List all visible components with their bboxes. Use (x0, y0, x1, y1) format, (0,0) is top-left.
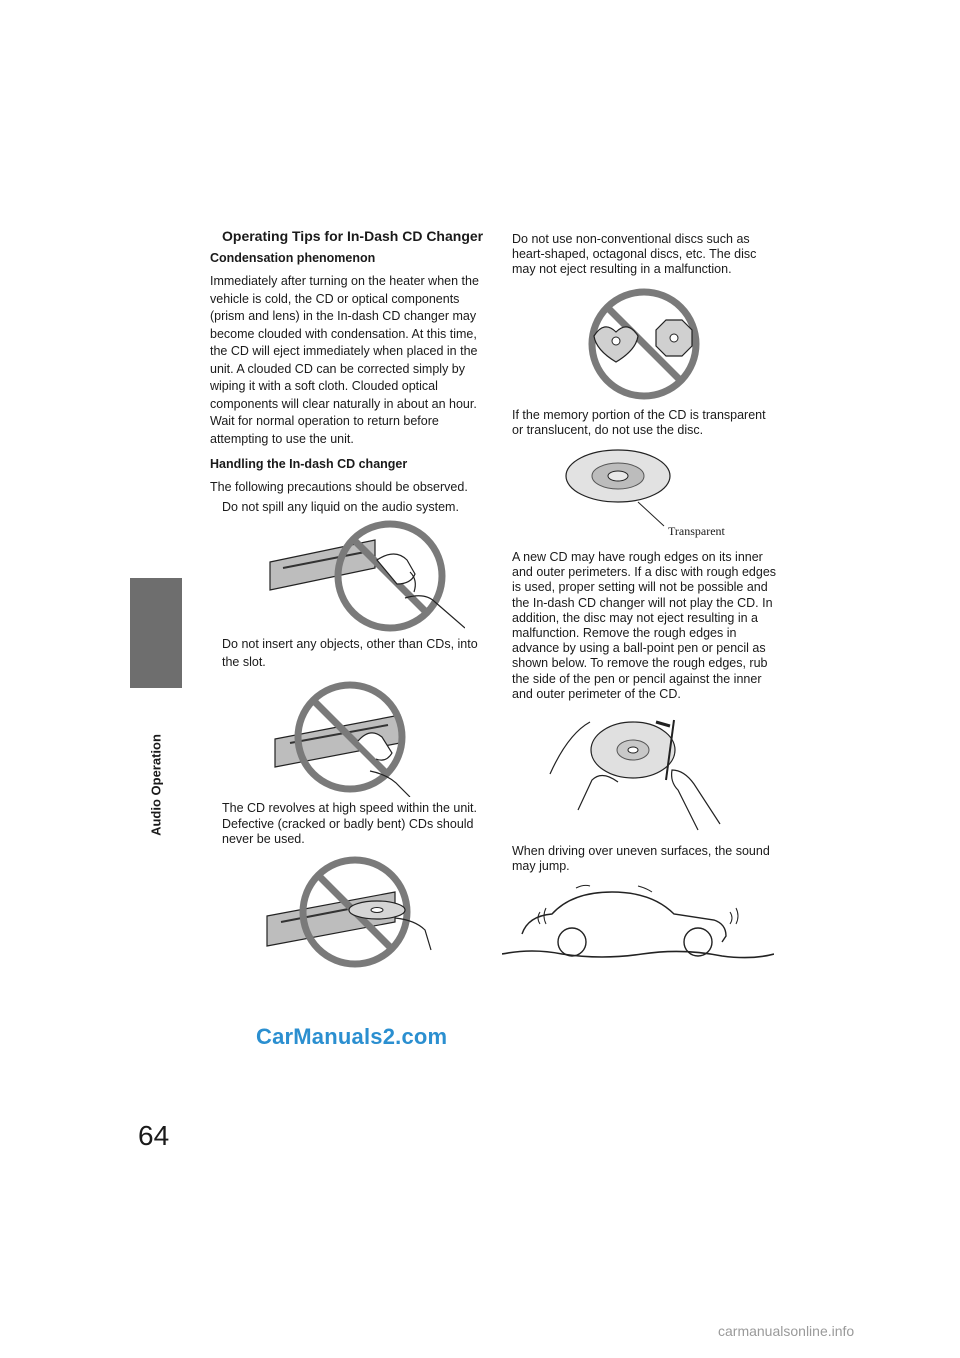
bullet-nonconventional: Do not use non-conventional discs such as heart-shaped, octagonal discs, etc. The disc may not eject resulting in a malfunction. (512, 232, 757, 277)
bullet-transparent: If the memory portion of the CD is transparent or translucent, do not use the disc. (512, 407, 766, 437)
section-title: Operating Tips for In-Dash CD Changer (222, 228, 484, 244)
bullet-liquid: Do not spill any liquid on the audio system. (222, 499, 459, 514)
condensation-text: Immediately after turning on the heater when the vehicle is cold, the CD or optical components (prism and lens) in the In-dash CD changer may become clouded with condensation. At this time, the CD will eject immediately when placed in the unit. A clouded CD can be corrected simply by wiping it with a soft cloth. Clouded optical components will clear naturally in about an hour. Wait for normal operation to return before attempting to use the unit. (210, 274, 479, 446)
condensation-heading: Condensation phenomenon (210, 251, 376, 265)
bullet-driving: When driving over uneven surfaces, the sound may jump. (512, 844, 770, 874)
transparent-disc-figure (564, 446, 764, 544)
odd-shaped-discs-illustration (574, 286, 714, 404)
bullet-objects: Do not insert any objects, other than CDs, into the slot. (222, 637, 478, 669)
no-objects-illustration (270, 679, 470, 797)
section-label-text: Audio Operation (148, 734, 164, 836)
page-number: 64 (138, 1120, 170, 1151)
watermark: CarManuals2.com (256, 1024, 448, 1049)
bullet-speed: The CD revolves at high speed within the unit. Defective (cracked or badly bent) CDs should never be used. (222, 801, 477, 846)
transparent-label: Transparent (668, 524, 725, 539)
car-bumpy-road-illustration (502, 882, 774, 964)
no-defective-cd-illustration (265, 856, 475, 976)
remove-rough-edges-illustration (548, 710, 738, 838)
transparent-disc-illustration (564, 446, 764, 544)
no-liquid-illustration (265, 520, 465, 632)
bullet-rough-edges: A new CD may have rough edges on its inner and outer perimeters. If a disc with rough edges is used, proper setting will not be possible and the In-dash CD changer will not play the CD. In addition, the disc may not eject resulting in a malfunction. Remove the rough edges in advance by using a ball-point pen or pencil as shown below. To remove the rough edges, rub the side of the pen or pencil against the inner and outer perimeter of the CD. (512, 550, 777, 701)
footer-watermark: carmanualsonline.info (718, 1323, 855, 1339)
left-column (210, 229, 485, 976)
section-tab (130, 578, 182, 688)
section-label (134, 690, 178, 880)
handling-intro: The following precautions should be observed. (210, 480, 468, 494)
handling-heading: Handling the In-dash CD changer (210, 457, 408, 471)
right-column (512, 232, 777, 964)
